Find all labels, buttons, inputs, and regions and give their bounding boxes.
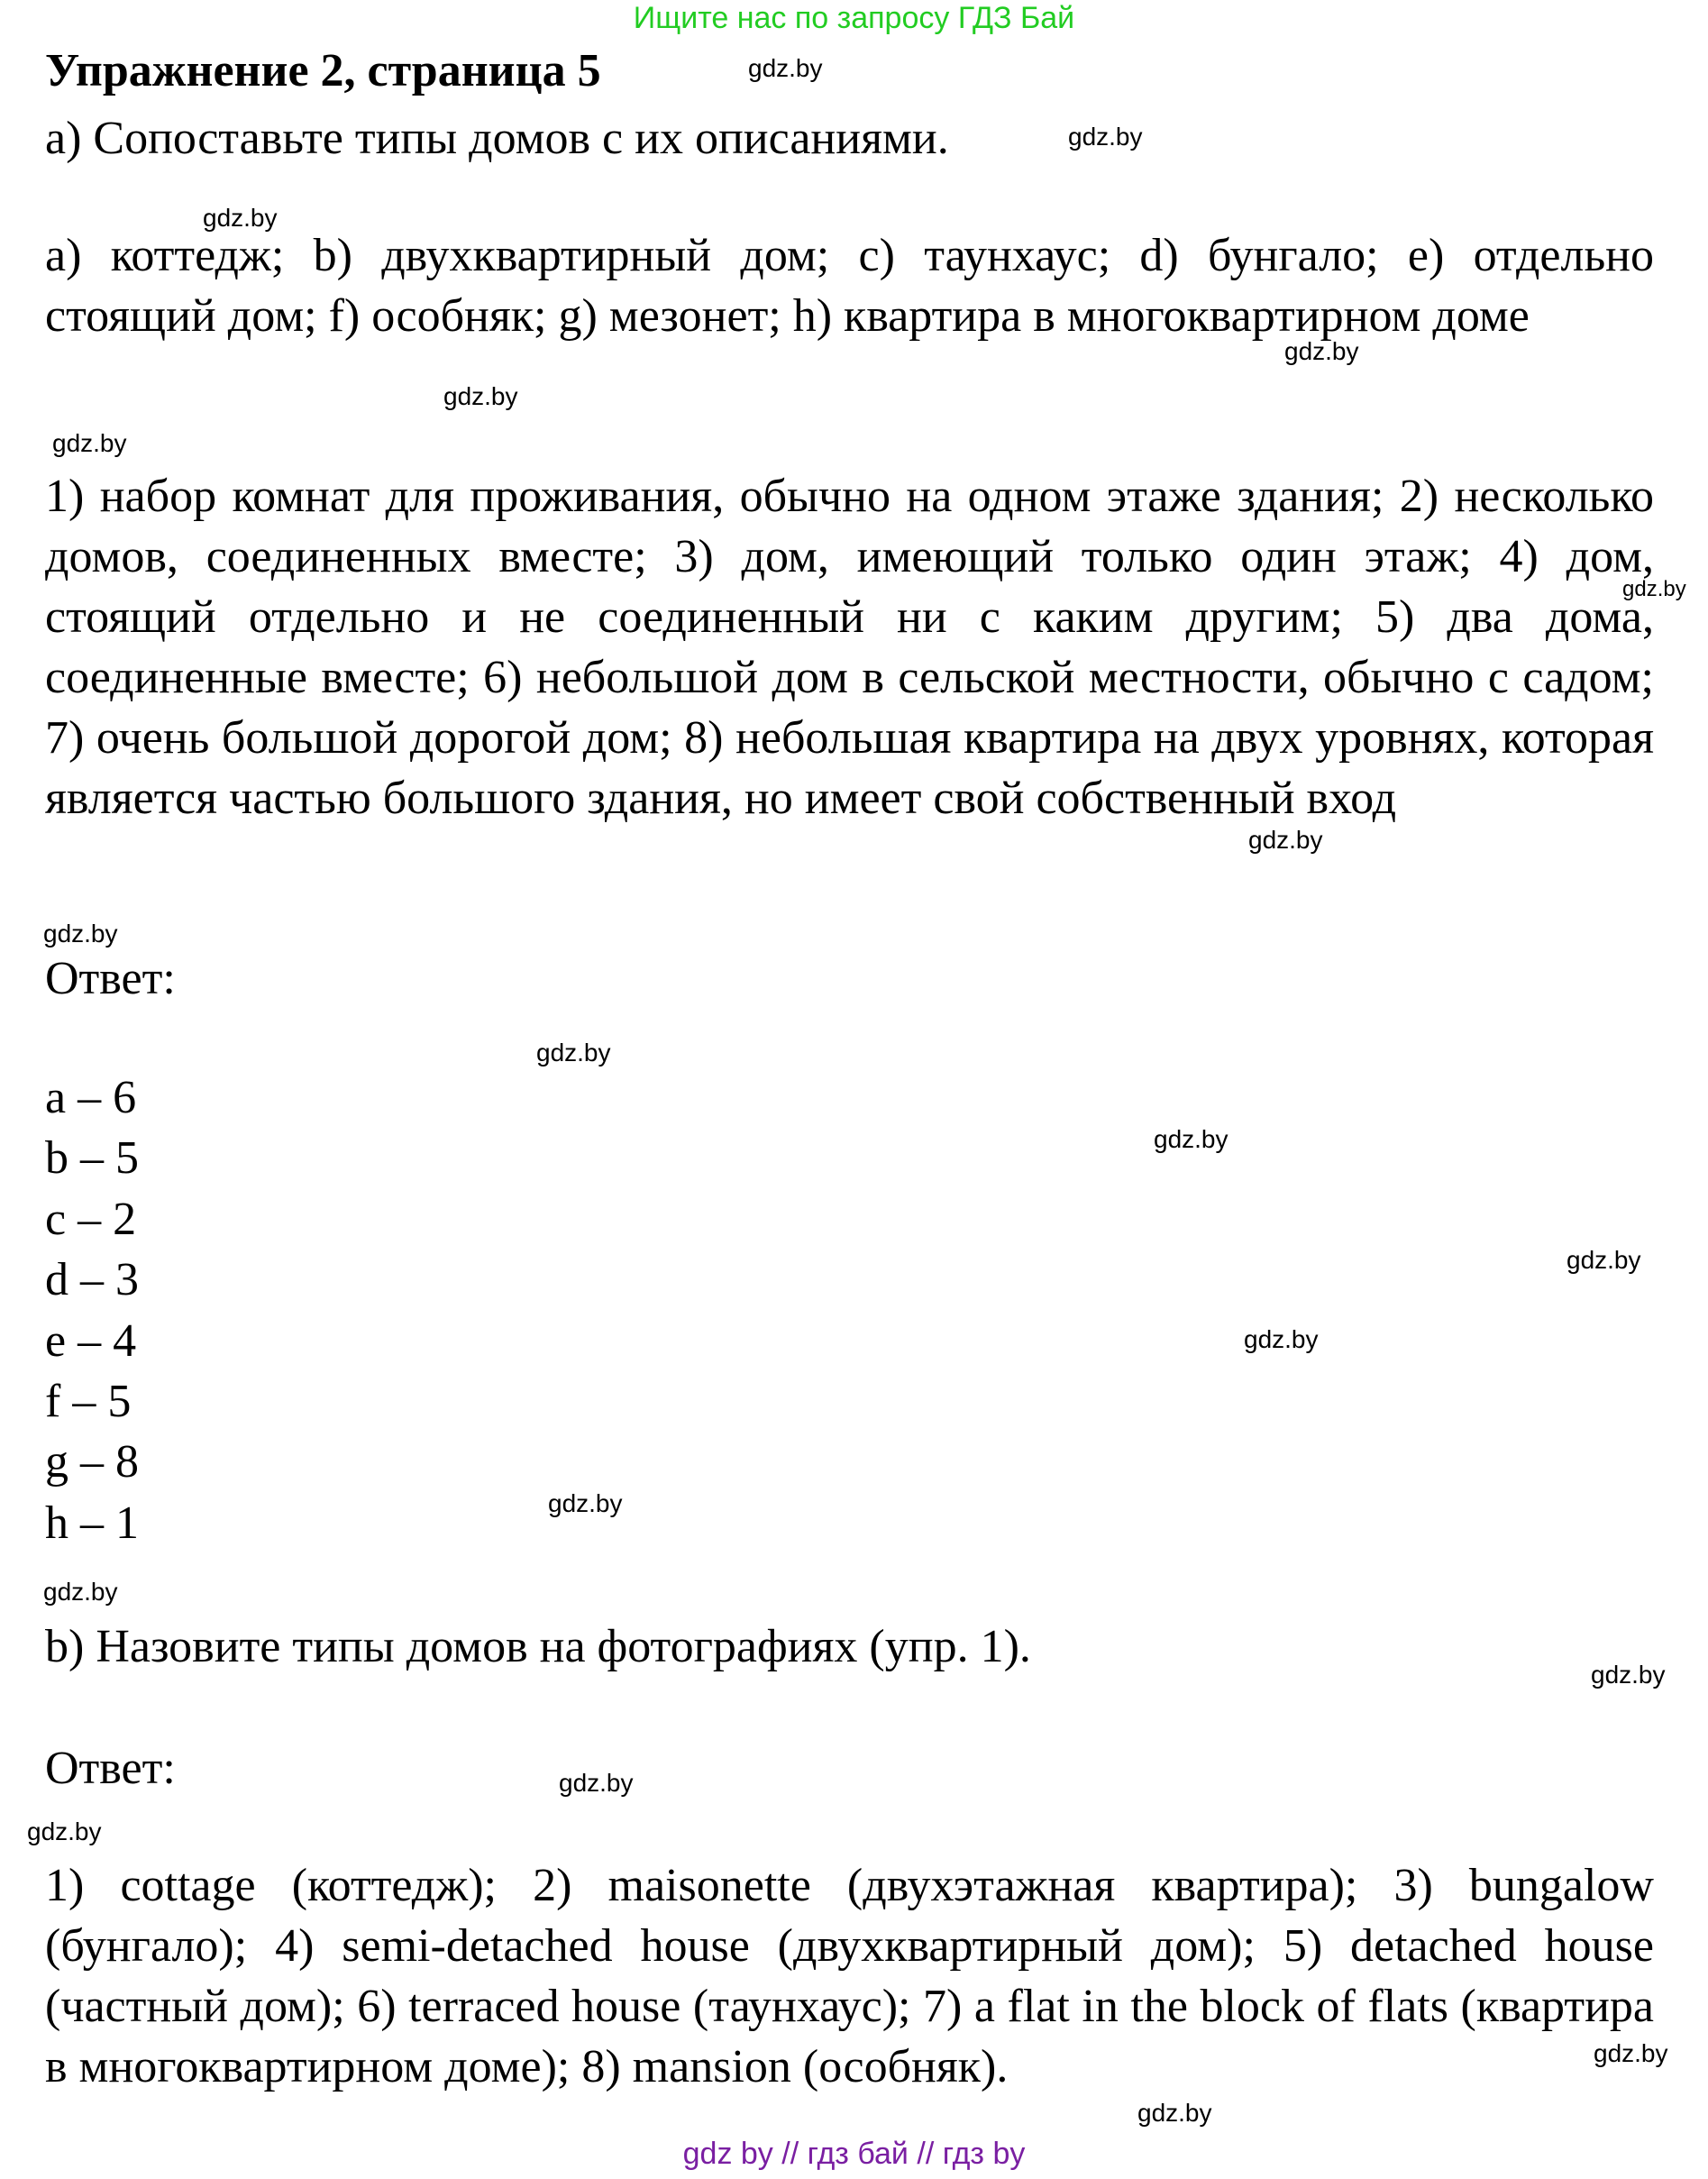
task-b-prompt: b) Назовите типы домов на фотографиях (упр. 1). — [45, 1621, 1031, 1672]
watermark: gdz.by — [1248, 826, 1323, 854]
footer-links[interactable]: gdz by // гдз бай // гдз by — [682, 2137, 1026, 2171]
watermark: gdz.by — [1154, 1125, 1228, 1153]
watermark: gdz.by — [1566, 1246, 1641, 1274]
house-types-list: a) коттедж; b) двухквартирный дом; c) таунхаус; d) бунгало; e) отдельно стоящий дом; f) особняк; g) мезонет; h) квартира в многоквартирном доме — [45, 230, 1654, 342]
watermark: gdz.by — [1591, 1661, 1666, 1689]
watermark: gdz.by — [1244, 1325, 1319, 1353]
answer-item: a – 6 — [45, 1072, 137, 1123]
watermark: gdz.by — [203, 204, 278, 232]
watermark: gdz.by — [27, 1817, 102, 1845]
watermark: gdz.by — [52, 429, 127, 457]
answer-item: c – 2 — [45, 1193, 137, 1245]
task-a-prompt: a) Сопоставьте типы домов с их описаниями. — [45, 113, 949, 164]
watermark: gdz.by — [548, 1489, 623, 1517]
answer-label-b: Ответ: — [45, 1743, 176, 1794]
watermark: gdz.by — [1284, 337, 1359, 365]
answer-list-a — [45, 1067, 139, 1553]
watermark: gdz.by — [536, 1039, 611, 1067]
watermark: gdz.by — [443, 382, 518, 410]
top-banner[interactable]: Ищите нас по запросу ГДЗ Бай — [633, 1, 1075, 35]
answer-item: g – 8 — [45, 1436, 139, 1488]
watermark: gdz.by — [1068, 123, 1143, 151]
watermark: gdz.by — [559, 1769, 634, 1797]
watermark: gdz.by — [1594, 2039, 1668, 2067]
answer-item: h – 1 — [45, 1497, 139, 1549]
answer-label-a: Ответ: — [45, 953, 176, 1004]
watermark: gdz.by — [748, 54, 823, 82]
descriptions-list: 1) набор комнат для проживания, обычно на одном этаже здания; 2) несколько домов, соединенных вместе; 3) дом, имеющий только один этаж; 4) дом, стоящий отдельно и не соединенный ни с каким другим; 5) два дома, соединенные вместе; 6) небольшой дом в сельской местности, обычно с садом; 7) очень большой дорогой дом; 8) небольшая квартира на двух уровнях, которая является частью большого здания, но имеет свой собственный вход — [45, 471, 1654, 824]
answer-item: e – 4 — [45, 1314, 137, 1367]
answer-item: b – 5 — [45, 1132, 139, 1185]
answer-b-text: 1) cottage (коттедж); 2) maisonette (двухэтажная квартира); 3) bungalow (бунгало); 4) semi-detached house (двухквартирный дом); 5) detached house (частный дом); 6) terraced house (таунхаус); 7) a flat in the block of flats (квартира в многоквартирном доме); 8) mansion (особняк). — [45, 1860, 1654, 2092]
watermark: gdz.by — [1137, 2099, 1212, 2127]
answer-item: f – 5 — [45, 1376, 132, 1428]
answer-item: d – 3 — [45, 1254, 139, 1306]
watermark: gdz.by — [1622, 577, 1686, 601]
watermark: gdz.by — [43, 920, 118, 948]
exercise-title: Упражнение 2, страница 5 — [45, 45, 601, 96]
watermark: gdz.by — [43, 1578, 118, 1606]
